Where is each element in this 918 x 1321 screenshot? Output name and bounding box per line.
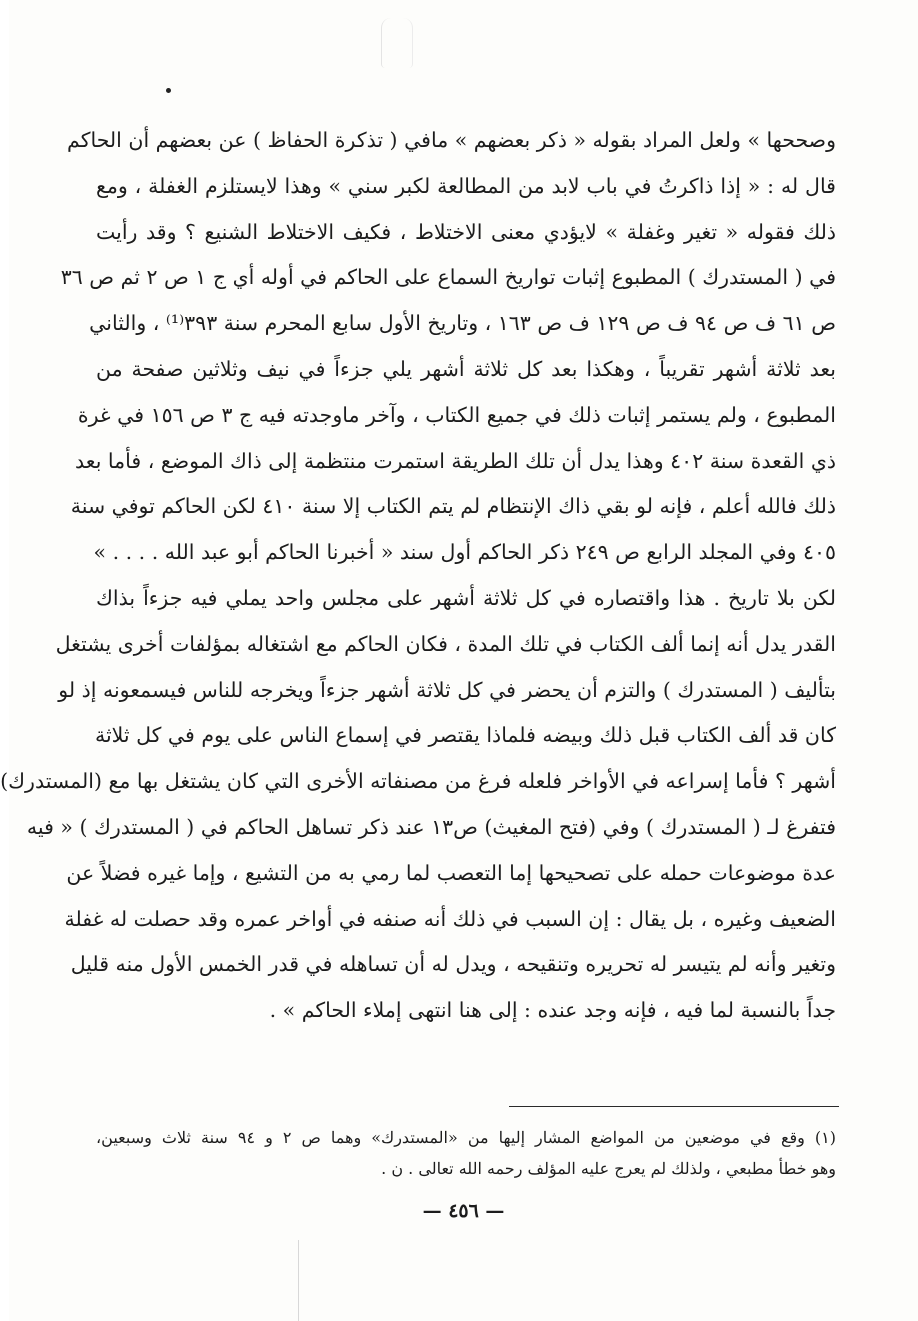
scan-artifact-line [298,1240,299,1321]
text-line: المطبوع ، ولم يستمر إثبات ذلك في جميع الكتاب ، وآخر ماوجدته فيه ج ٣ ص ١٥٦ في غرة [77,402,836,427]
text-line: الضعيف وغيره ، بل يقال : إن السبب في ذلك أنه صنفه في أواخر عمره وقد حصلت له غفلة [64,906,836,931]
footnote-line: وهو خطأ مطبعي ، ولذلك لم يعرج عليه المؤلف رحمه الله تعالى . ن . [381,1159,836,1178]
text-line: ٤٠٥ وفي المجلد الرابع ص ٢٤٩ ذكر الحاكم أول سند « أخبرنا الحاكم أبو عبد الله . . . . » [93,540,836,565]
text-line: وتغير وأنه لم يتيسر له تحريره وتنقيحه ، ويدل له أن تساهله في قدر الخمس الأول منه قليل [70,952,836,977]
text-line: لكن بلا تاريخ . هذا واقتصاره في كل ثلاثة أشهر على مجلس واحد يملي فيه جزءاً بذاك [96,585,836,610]
text-line: ص ٦١ ف ص ٩٤ ف ص ١٢٩ ف ص ١٦٣ ، وتاريخ الأول سابع المحرم سنة ٣٩٣⁽¹⁾ ، والثاني [89,311,836,336]
text-line: كان قد ألف الكتاب قبل ذلك وبيضه فلماذا يقتصر في إسماع الناس على يوم في كل ثلاثة [94,723,836,748]
text-line: ذلك فالله أعلم ، فإنه لو بقي ذاك الإنتظام لم يتم الكتاب إلا سنة ٤١٠ لكن الحاكم توفي سنة [70,494,836,519]
main-text [0,118,836,1034]
ink-dot [166,88,171,93]
footnote-line: (١) وقع في موضعين من المواضع المشار إليها من «المستدرك» وهما ص ٢ و ٩٤ سنة ثلاث وسبعين، [96,1128,836,1147]
text-line: بتأليف ( المستدرك ) والتزم أن يحضر في كل ثلاثة أشهر جزءاً ويخرجه للناس فيسمعونه إذ لو [58,677,836,702]
footnote-separator [509,1106,839,1107]
text-line: قال له : « إذا ذاكرتُ في باب لابد من المطالعة لكبر سني » وهذا لايستلزم الغفلة ، ومع [96,173,836,198]
text-line: القدر يدل أنه إنما ألف الكتاب في تلك المدة ، فكان الحاكم مع اشتغاله بمؤلفات أخرى يشتغل [55,631,836,656]
text-line: جداً بالنسبة لما فيه ، فإنه وجد عنده : إلى هنا انتهى إملاء الحاكم » . [269,998,836,1023]
text-line: ذلك فقوله « تغير وغفلة » لايؤدي معنى الاختلاط ، فكيف الاختلاط الشنيع ؟ وقد رأيت [96,219,836,244]
text-line: وصححها » ولعل المراد بقوله « ذكر بعضهم » مافي ( تذكرة الحفاظ ) عن بعضهم أن الحاكم [67,128,836,152]
text-line: عدة موضوعات حمله على تصحيحها إما التعصب لما رمي به من التشيع ، وإما غيره فضلاً عن [66,860,836,885]
scan-artifact [381,18,413,68]
text-line: ذي القعدة سنة ٤٠٢ وهذا يدل أن تلك الطريقة استمرت منتظمة إلى ذاك الموضع ، فأما بعد [75,448,836,473]
text-line: في ( المستدرك ) المطبوع إثبات تواريخ السماع على الحاكم في أوله أي ج ١ ص ٢ ثم ص ٣٦ [60,265,836,290]
page-number: — ٤٥٦ — [422,1200,505,1222]
text-line: بعد ثلاثة أشهر تقريباً ، وهكذا بعد كل ثلاثة أشهر يلي جزءاً في نيف وثلاثين صفحة من [96,356,836,381]
text-line: فتفرغ لـ ( المستدرك ) وفي (فتح المغيث) ص١٣ عند ذكر تساهل الحاكم في ( المستدرك ) « فيه [26,814,836,839]
text-line: أشهر ؟ فأما إسراعه في الأواخر فلعله فرغ من مصنفاته الأخرى التي كان يشتغل بها مع (المستدرك) [0,769,836,794]
footnotes [96,1122,836,1184]
